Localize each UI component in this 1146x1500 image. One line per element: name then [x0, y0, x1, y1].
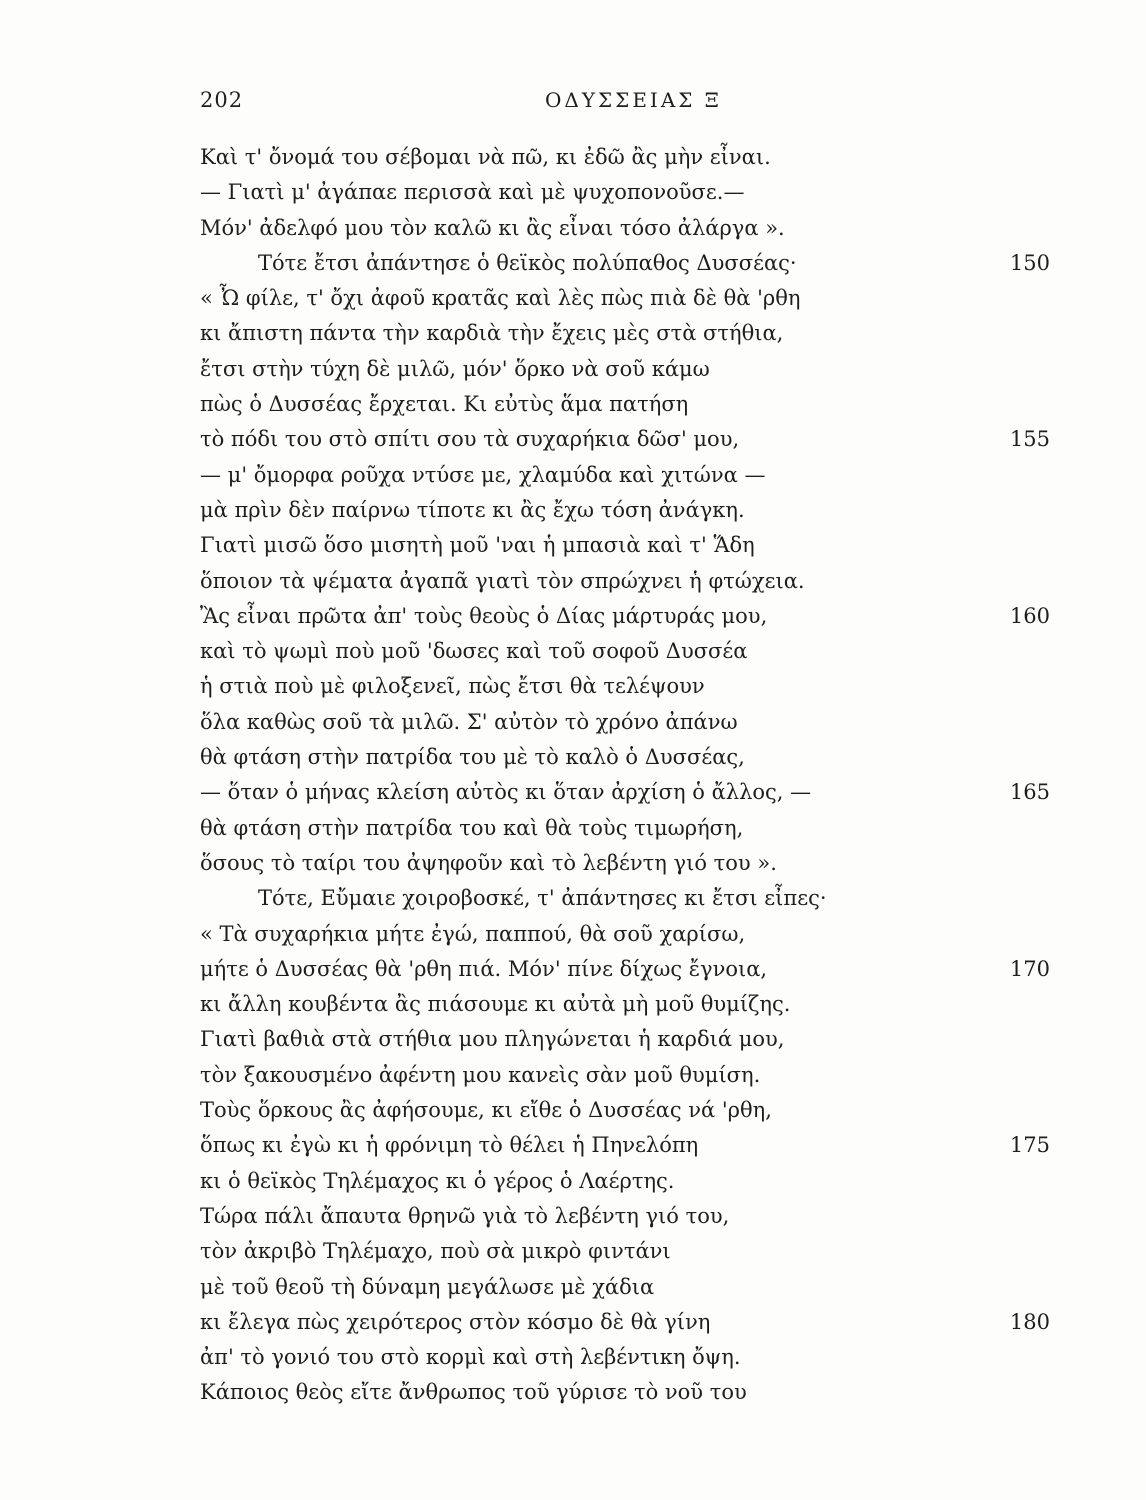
line-number: 155: [1009, 427, 1050, 452]
verse-text: ὅλα καθὼς σοῦ τὰ μιλῶ. Σ' αὐτὸν τὸ χρόνο ἀπάνω: [200, 709, 738, 734]
verse-line: [200, 740, 1060, 775]
verse-text: Κάποιος θεὸς εἴτε ἄνθρωπος τοῦ γύρισε τὸ νοῦ του: [200, 1380, 747, 1405]
verse-line: [200, 281, 1060, 316]
verse-line: [200, 246, 1060, 281]
line-number: 170: [1009, 956, 1050, 981]
verse-text: τὸ πόδι του στὸ σπίτι σου τὰ συχαρήκια δῶσ' μου,: [200, 427, 740, 452]
verse-text: μὰ πρὶν δὲν παίρνω τίποτε κι ἂς ἔχω τόση ἀνάγκη.: [200, 497, 745, 522]
verse-line: [200, 705, 1060, 740]
verse-line: [200, 634, 1060, 669]
verse-line: [200, 493, 1060, 528]
verse-line: [200, 175, 1060, 210]
verse-text: Γιατὶ μισῶ ὅσο μισητὴ μοῦ 'ναι ἡ μπασιὰ καὶ τ' Ἅδη: [200, 533, 755, 558]
verse-line: [200, 917, 1060, 952]
verse-line: [200, 881, 1060, 916]
verse-line: [200, 1164, 1060, 1199]
verse-text: Καὶ τ' ὄνομά του σέβομαι νὰ πῶ, κι ἐδῶ ἂς μὴν εἶναι.: [200, 145, 771, 169]
verse-text: θὰ φτάση στὴν πατρίδα του καὶ θὰ τοὺς τιμωρήση,: [200, 815, 744, 840]
verse-text: Τώρα πάλι ἄπαυτα θρηνῶ γιὰ τὸ λεβέντη γιό του,: [200, 1203, 730, 1228]
verse-line: [200, 422, 1060, 457]
verse-text: κι ἄλλη κουβέντα ἂς πιάσουμε κι αὐτὰ μὴ μοῦ θυμίζης.: [200, 992, 791, 1017]
verse-line: [200, 140, 1060, 175]
verse-text: πὼς ὁ Δυσσέας ἔρχεται. Κι εὐτὺς ἅμα πατήση: [200, 392, 689, 417]
verse-line: [200, 1234, 1060, 1269]
verse-text: Τότε, Εὔμαιε χοιροβοσκέ, τ' ἀπάντησες κι ἔτσι εἶπες·: [258, 886, 827, 911]
verse-text: τὸν ἀκριβὸ Τηλέμαχο, ποὺ σὰ μικρὸ φιντάνι: [200, 1239, 671, 1264]
verse-text: — μ' ὄμορφα ροῦχα ντύσε με, χλαμύδα καὶ χιτώνα —: [200, 462, 766, 487]
page-number: 202: [200, 88, 244, 112]
verse-text: κι ἔλεγα πὼς χειρότερος στὸν κόσμο δὲ θὰ γίνη: [200, 1309, 711, 1334]
verse-line: [200, 669, 1060, 704]
line-number: 165: [1009, 780, 1050, 805]
verse-line: [200, 1199, 1060, 1234]
verse-line: [200, 952, 1060, 987]
verse-text: τὸν ξακουσμένο ἀφέντη μου κανεὶς σὰν μοῦ θυμίση.: [200, 1062, 761, 1087]
verse-line: [200, 387, 1060, 422]
verse-line: [200, 1022, 1060, 1057]
verse-text: μὲ τοῦ θεοῦ τὴ δύναμη μεγάλωσε μὲ χάδια: [200, 1274, 655, 1299]
verse-line: [200, 564, 1060, 599]
verse-line: [200, 1093, 1060, 1128]
verse-text: μήτε ὁ Δυσσέας θὰ 'ρθη πιά. Μόν' πίνε δίχως ἔγνοια,: [200, 956, 768, 981]
verse-text: ὅποιον τὰ ψέματα ἀγαπᾶ γιατὶ τὸν σπρώχνει ἡ φτώχεια.: [200, 568, 805, 593]
verse-line: [200, 1270, 1060, 1305]
verse-line: [200, 1305, 1060, 1340]
line-number: 175: [1009, 1133, 1050, 1158]
verse-text: κι ὁ θεϊκὸς Τηλέμαχος κι ὁ γέρος ὁ Λαέρτης.: [200, 1168, 675, 1193]
verse-text: καὶ τὸ ψωμὶ ποὺ μοῦ 'δωσες καὶ τοῦ σοφοῦ Δυσσέα: [200, 639, 748, 664]
verse-text: κι ἄπιστη πάντα τὴν καρδιὰ τὴν ἔχεις μὲς στὰ στήθια,: [200, 321, 784, 346]
verse-line: [200, 316, 1060, 351]
line-number: 160: [1009, 603, 1050, 628]
verse-block: [200, 140, 1060, 1411]
verse-line: [200, 775, 1060, 810]
line-number: 150: [1009, 250, 1050, 275]
line-number: 180: [1009, 1309, 1050, 1334]
verse-line: [200, 987, 1060, 1022]
verse-text: Γιατὶ βαθιὰ στὰ στήθια μου πληγώνεται ἡ καρδιά μου,: [200, 1027, 785, 1052]
verse-line: [200, 1128, 1060, 1163]
verse-line: [200, 528, 1060, 563]
verse-text: ἔτσι στὴν τύχη δὲ μιλῶ, μόν' ὅρκο νὰ σοῦ κάμω: [200, 356, 710, 381]
verse-line: [200, 1375, 1060, 1410]
verse-text: Τότε ἔτσι ἀπάντησε ὁ θεϊκὸς πολύπαθος Δυσσέας·: [258, 250, 797, 275]
verse-line: [200, 1058, 1060, 1093]
page-header: [200, 88, 1060, 122]
verse-text: Ἂς εἶναι πρῶτα ἀπ' τοὺς θεοὺς ὁ Δίας μάρτυράς μου,: [200, 603, 768, 628]
verse-text: ἡ στιὰ ποὺ μὲ φιλοξενεῖ, πὼς ἔτσι θὰ τελέψουν: [200, 674, 705, 699]
verse-text: « Ὦ φίλε, τ' ὄχι ἀφοῦ κρατᾶς καὶ λὲς πὼς πιὰ δὲ θὰ 'ρθη: [200, 286, 801, 311]
verse-text: θὰ φτάση στὴν πατρίδα του μὲ τὸ καλὸ ὁ Δυσσέας,: [200, 745, 745, 770]
verse-text: « Τὰ συχαρήκια μήτε ἐγώ, παππού, θὰ σοῦ χαρίσω,: [200, 921, 746, 946]
verse-text: — Γιατὶ μ' ἀγάπαε περισσὰ καὶ μὲ ψυχοπονοῦσε.—: [200, 180, 745, 205]
verse-text: Μόν' ἀδελφό μου τὸν καλῶ κι ἂς εἶναι τόσο ἀλάργα ».: [200, 215, 785, 240]
verse-text: ὅπως κι ἐγὼ κι ἡ φρόνιμη τὸ θέλει ἡ Πηνελόπη: [200, 1133, 699, 1158]
verse-text: ἀπ' τὸ γονιό του στὸ κορμὶ καὶ στὴ λεβέντικη ὄψη.: [200, 1345, 741, 1370]
verse-line: [200, 1340, 1060, 1375]
verse-line: [200, 811, 1060, 846]
verse-line: [200, 599, 1060, 634]
running-title: ΟΔΥΣΣΕΙΑΣ Ξ: [545, 88, 722, 112]
verse-text: Τοὺς ὅρκους ἂς ἀφήσουμε, κι εἴθε ὁ Δυσσέας νά 'ρθη,: [200, 1098, 772, 1123]
verse-line: [200, 352, 1060, 387]
verse-text: — ὅταν ὁ μήνας κλείση αὐτὸς κι ὅταν ἀρχίση ὁ ἄλλος, —: [200, 780, 812, 805]
verse-line: [200, 211, 1060, 246]
verse-text: ὅσους τὸ ταίρι του ἀψηφοῦν καὶ τὸ λεβέντη γιό του ».: [200, 850, 777, 875]
verse-line: [200, 846, 1060, 881]
verse-line: [200, 458, 1060, 493]
